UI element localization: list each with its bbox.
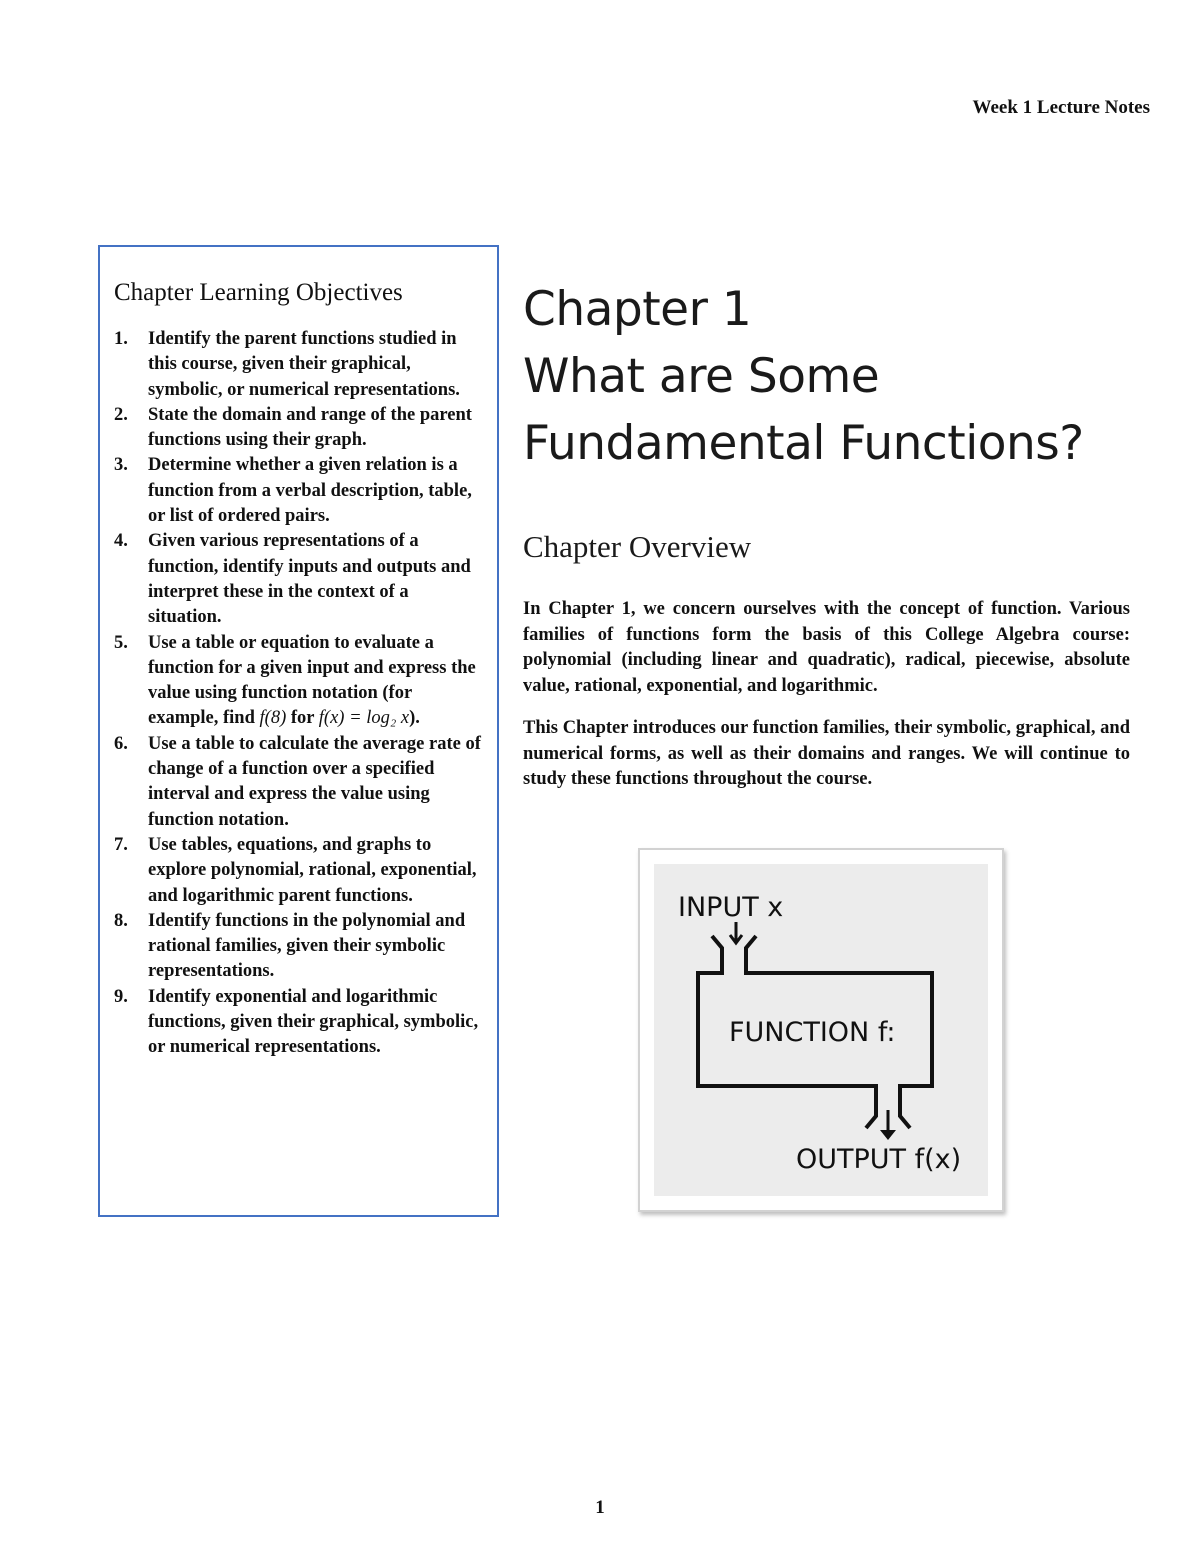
chapter-title-line: What are Some [523,349,880,404]
objective-text: State the domain and range of the parent functions using their graph. [148,404,472,451]
objective-text-part: ). [409,708,420,729]
objective-text: Identify functions in the polynomial and rational families, given their symbolic representations. [148,910,466,982]
objective-item [114,732,483,833]
learning-objectives-box [98,245,499,1217]
objective-number: 2. [114,404,128,425]
overview-paragraph: This Chapter introduces our function families, their symbolic, graphical, and numerical forms, as well as their domains and ranges. We will continue to study these functions throughout the course. [523,718,1130,789]
objective-item [114,529,483,630]
function-machine-figure [638,848,1004,1212]
function-machine-diagram [654,864,988,1196]
objective-text-part: Use a table or equation to evaluate a function for a given input and express the value using function notation (for example, find [148,632,476,729]
objective-item [114,403,483,454]
objective-number: 9. [114,986,128,1007]
page-number: 1 [595,1497,605,1518]
math-expression: f(8) [259,708,287,729]
output-label: OUTPUT f(x) [796,1144,962,1175]
objectives-title: Chapter Learning Objectives [114,279,403,306]
objective-text-part: for [286,708,319,729]
objective-text: Identify the parent functions studied in this course, given their graphical, symbolic, or numerical representations. [148,329,460,400]
objective-number: 1. [114,329,128,349]
objective-item [114,631,483,732]
objective-text: Use tables, equations, and graphs to explore polynomial, rational, exponential, and logarithmic parent functions. [148,834,477,906]
objective-item [114,453,483,529]
objective-text [148,631,483,732]
chapter-title-line: Fundamental Functions? [523,416,1084,471]
function-machine-svg [654,864,988,1196]
page-header: Week 1 Lecture Notes [972,97,1150,118]
objective-number: 3. [114,455,128,476]
objective-number: 4. [114,531,128,552]
objective-number: 7. [114,834,128,855]
function-label: FUNCTION f: [729,1017,896,1048]
objective-item [114,327,483,403]
objective-item [114,909,483,985]
objective-text: Identify exponential and logarithmic functions, given their graphical, symbolic, or numerical representations. [148,986,479,1058]
objective-text: Use a table to calculate the average rate of change of a function over a specified interval and express the value using function notation. [148,733,481,830]
objective-text: Given various representations of a function, identify inputs and outputs and interpret these in the context of a situation. [148,531,471,628]
objective-number: 5. [114,632,128,653]
objectives-list [114,327,483,1061]
chapter-title [523,276,1084,477]
input-label: INPUT x [678,892,784,923]
objective-number: 8. [114,910,128,931]
objective-item [114,833,483,909]
objective-item [114,985,483,1061]
objective-number: 6. [114,733,128,754]
overview-heading: Chapter Overview [523,529,752,564]
overview-paragraph: In Chapter 1, we concern ourselves with the concept of function. Various families of functions form the basis of this College Algebra course: polynomial (including linear and quadratic), radical, piecewise, absolute value, rational, exponential, and logarithmic. [523,599,1130,696]
math-expression: f(x) = log₂ x [318,708,410,729]
output-arrow-head-icon [880,1130,896,1140]
chapter-title-line: Chapter 1 [523,282,752,337]
objective-text: Determine whether a given relation is a function from a verbal description, table, or list of ordered pairs. [148,455,472,527]
